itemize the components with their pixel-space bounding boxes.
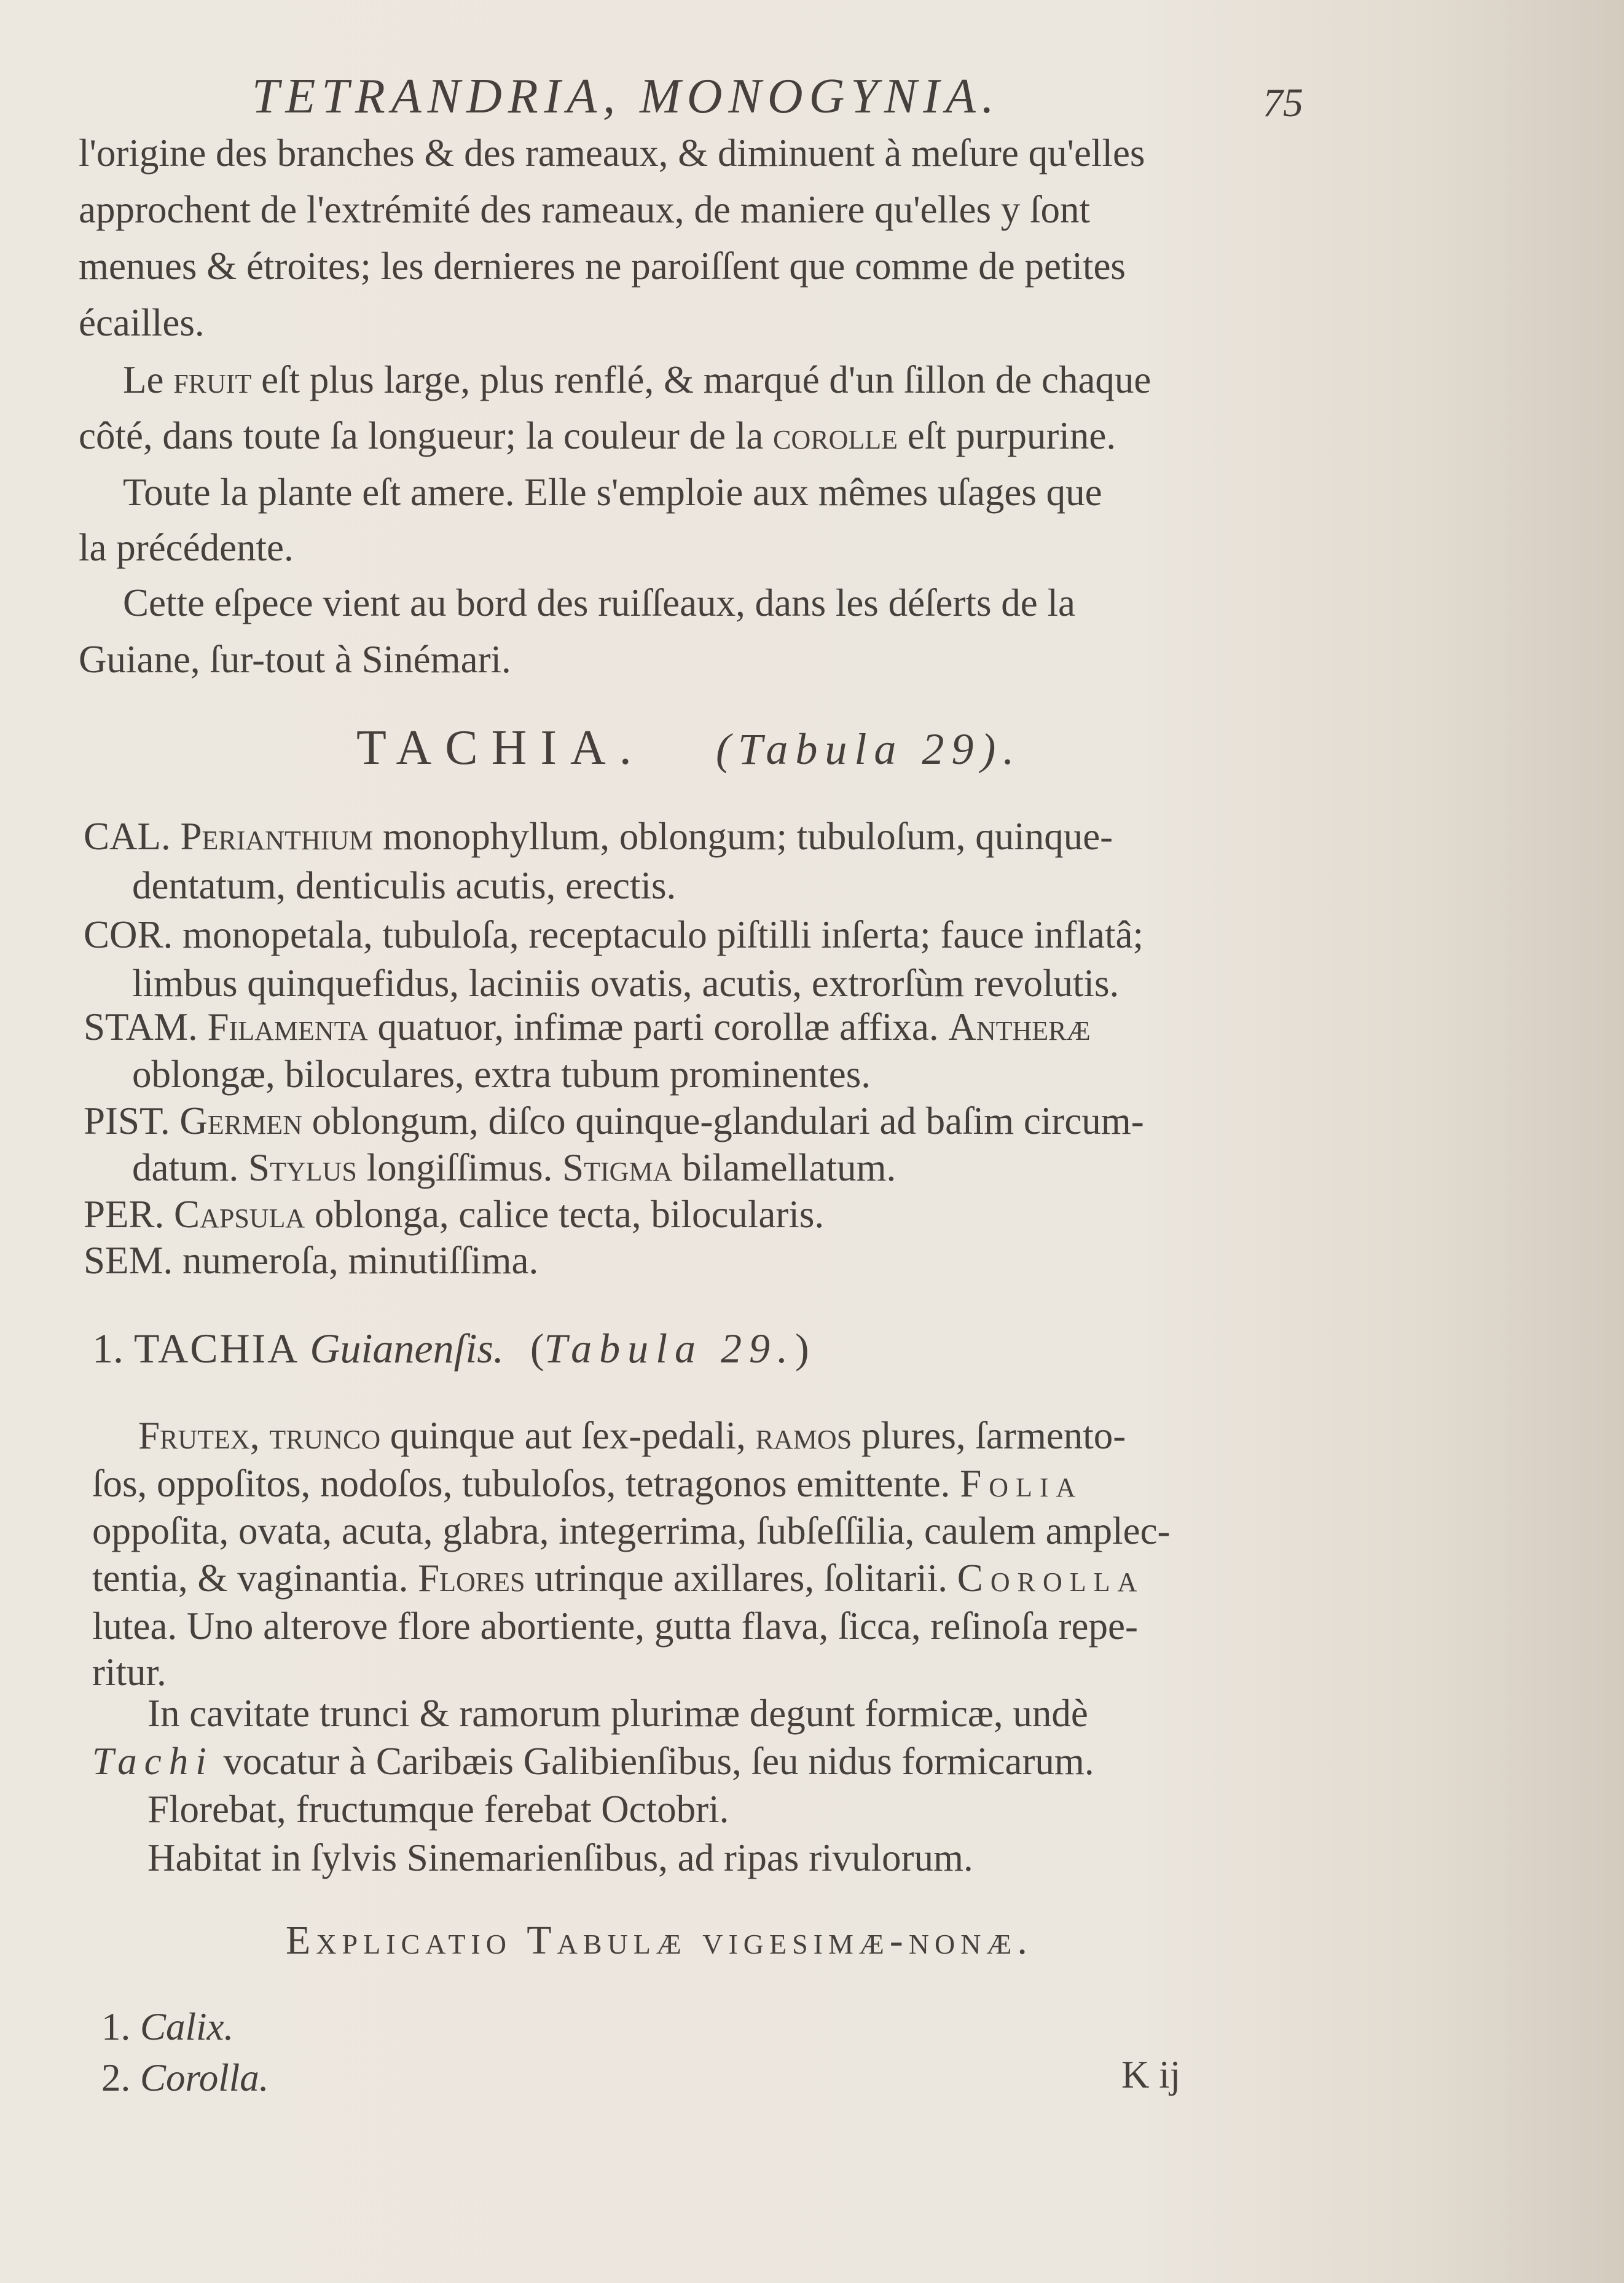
signature-mark: K ij [1121, 2053, 1181, 2096]
character-cor: COR. monopetala, tubuloſa, receptaculo piſtilli inſerta; fauce inflatâ; [84, 913, 1143, 956]
text-line: menues & étroites; les dernieres ne paroiſſent que comme de petites [79, 245, 1126, 288]
text-line: Guiane, ſur-tout à Sinémari. [79, 638, 511, 681]
character-per: PER. Capsula oblonga, calice tecta, bilocularis. [84, 1193, 825, 1236]
text-line: lutea. Uno alterove flore abortiente, gutta flava, ſicca, reſinoſa repe- [92, 1605, 1138, 1648]
text-line: oppoſita, ovata, acuta, glabra, integerrima, ſubſeſſilia, caulem amplec- [92, 1509, 1171, 1552]
text-line: Frutex, trunco quinque aut ſex-pedali, ramos plures, ſarmento- [138, 1414, 1126, 1457]
keyword-fruit: fruit [173, 358, 252, 401]
figure-item: 1. Calix. [101, 2005, 234, 2048]
text-line: la précédente. [79, 526, 294, 569]
character-cal: CAL. Perianthium monophyllum, oblongum; tubuloſum, quinque- [84, 815, 1113, 858]
page-number: 75 [1263, 81, 1303, 125]
text-line: côté, dans toute ſa longueur; la couleur de la corolle eſt purpurine. [79, 414, 1116, 457]
text-line: In cavitate trunci & ramorum plurimæ degunt formicæ, undè [147, 1692, 1088, 1735]
text-line: l'origine des branches & des rameaux, & diminuent à meſure qu'elles [79, 132, 1145, 175]
species-heading: 1. TACHIA Guianenſis. (Tabula 29.) [92, 1325, 809, 1372]
character-stam-cont: oblongæ, biloculares, extra tubum prominentes. [132, 1053, 871, 1096]
text-line: ſos, oppoſitos, nodoſos, tubuloſos, tetragonos emittente. Folia [92, 1462, 1083, 1505]
text-line: Cette eſpece vient au bord des ruiſſeaux, dans les déſerts de la [123, 581, 1075, 624]
character-cal-cont: dentatum, denticulis acutis, erectis. [132, 864, 677, 907]
text-line: Tachi vocatur à Caribæis Galibienſibus, ſeu nidus formicarum. [92, 1740, 1094, 1783]
keyword-corolle: corolle [773, 414, 898, 457]
character-cor-cont: limbus quinquefidus, laciniis ovatis, acutis, extrorſùm revolutis. [132, 962, 1120, 1005]
text-line: ritur. [92, 1651, 167, 1694]
text-line: écailles. [79, 301, 205, 344]
character-pist: PIST. Germen oblongum, diſco quinque-glandulari ad baſim circum- [84, 1099, 1144, 1142]
text-line: Habitat in ſylvis Sinemarienſibus, ad ripas rivulorum. [147, 1836, 973, 1879]
text-line: Le fruit eſt plus large, plus renflé, & marqué d'un ſillon de chaque [123, 358, 1151, 401]
text-line: tentia, & vaginantia. Flores utrinque axillares, ſolitarii. Corolla [92, 1557, 1145, 1600]
text-line: Toute la plante eſt amere. Elle s'emploie aux mêmes uſages que [123, 471, 1102, 514]
character-pist-cont: datum. Stylus longiſſimus. Stigma bilamellatum. [132, 1146, 896, 1189]
running-title: TETRANDRIA, MONOGYNIA. [252, 69, 1000, 124]
character-stam: STAM. Filamenta quatuor, infimæ parti corollæ affixa. Antheræ [84, 1005, 1091, 1048]
explicatio-heading: Explicatio Tabulæ vigesimæ-nonæ. [286, 1918, 1033, 1963]
figure-item: 2. Corolla. [101, 2056, 269, 2099]
text-line: approchent de l'extrémité des rameaux, de maniere qu'elles y ſont [79, 188, 1091, 231]
genus-plate-ref: (Tabula 29). [716, 725, 1022, 774]
genus-heading: TACHIA. [356, 721, 645, 775]
character-sem: SEM. numeroſa, minutiſſima. [84, 1239, 539, 1282]
text-line: Florebat, fructumque ferebat Octobri. [147, 1788, 729, 1831]
